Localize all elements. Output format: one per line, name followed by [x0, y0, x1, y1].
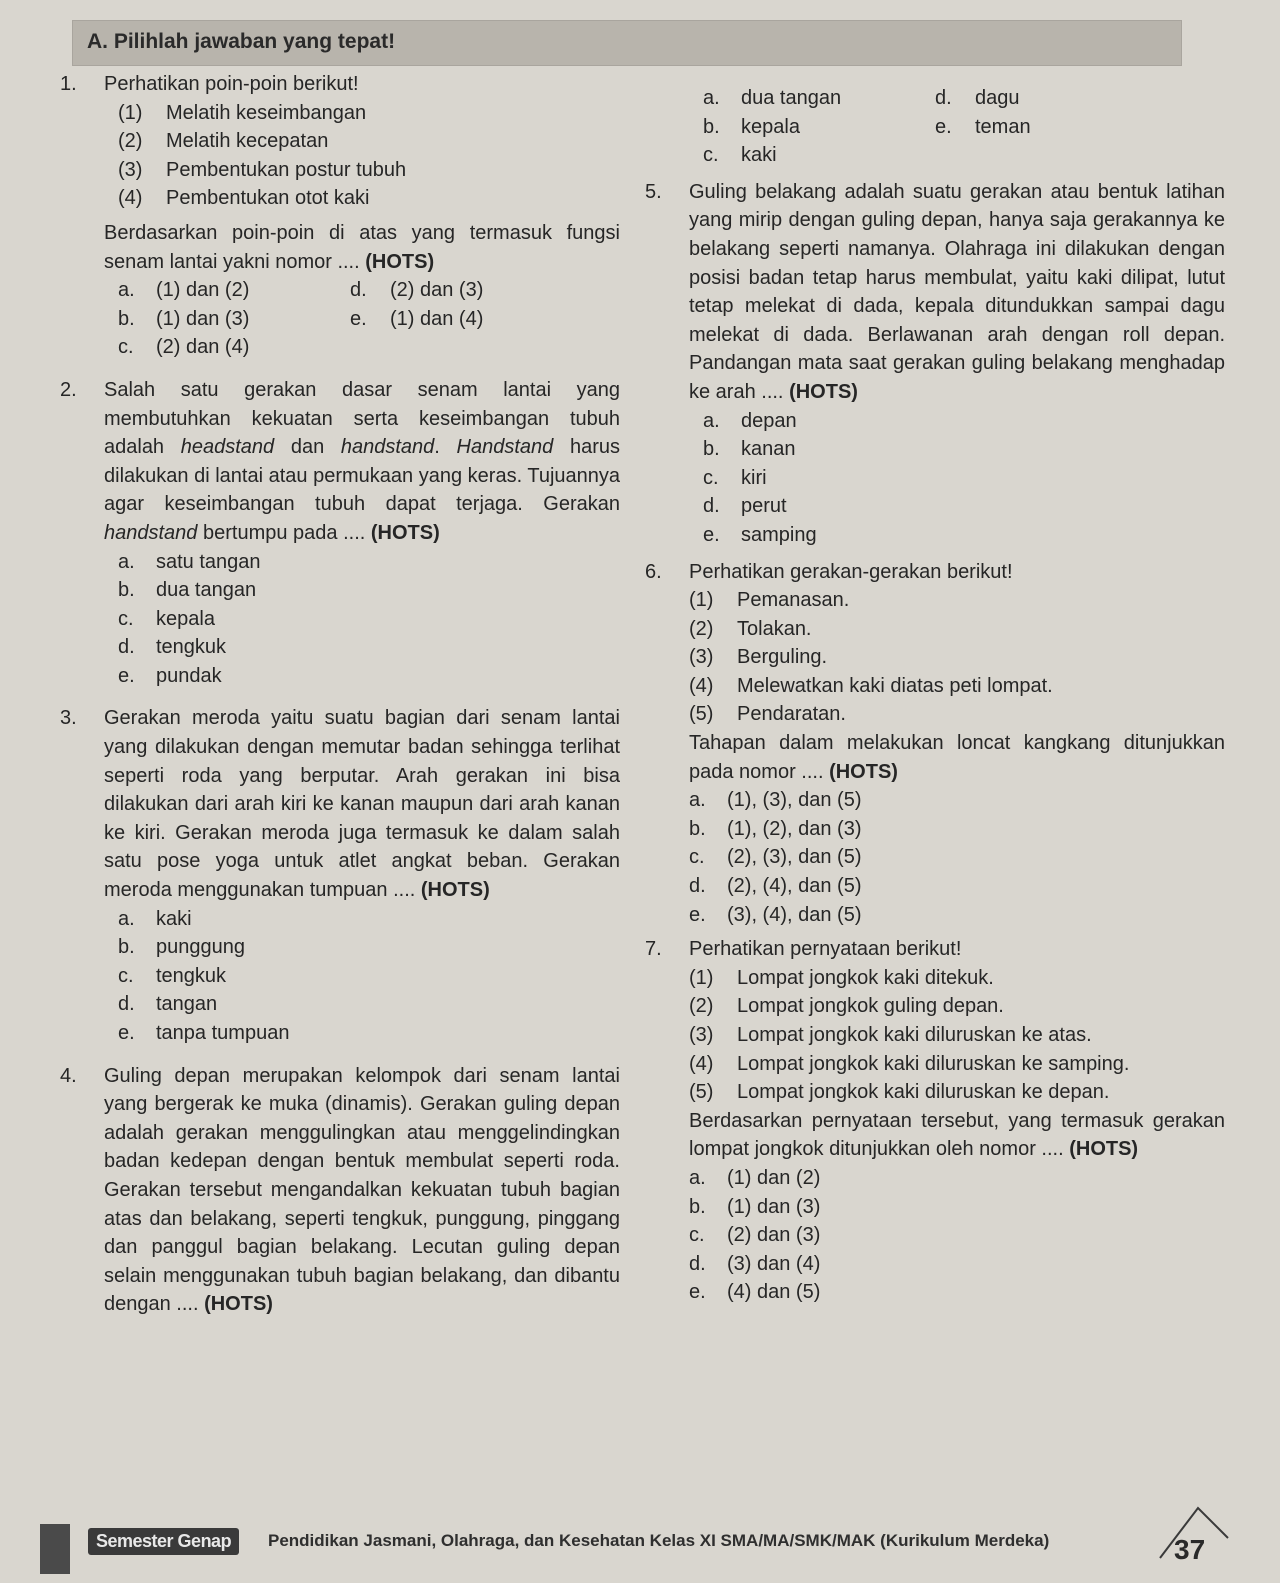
- option-row: [60, 605, 620, 634]
- option-row: [60, 662, 620, 691]
- option-text: kepala: [741, 115, 800, 138]
- option-letter: b.: [118, 936, 135, 959]
- question-2: [60, 376, 620, 691]
- option-row: [645, 435, 1225, 464]
- item-number: (4): [689, 1052, 714, 1075]
- item-text: Melatih kecepatan: [166, 130, 329, 153]
- option-letter: a.: [689, 1166, 706, 1189]
- option-letter: a.: [703, 87, 720, 109]
- left-column: [60, 70, 620, 1319]
- prompt-text: Berdasarkan pernyataan tersebut, yang termasuk gerakan lompat jongkok ditunjukkan oleh nomor ....: [689, 1109, 1225, 1161]
- list-item: [645, 1050, 1225, 1079]
- item-text: Tolakan.: [737, 617, 812, 640]
- question-stem: [689, 178, 1225, 407]
- item-text: Lompat jongkok kaki diluruskan ke samping.: [737, 1052, 1130, 1075]
- option-text: pundak: [156, 664, 222, 687]
- option-row: [60, 933, 620, 962]
- book-subject: Pendidikan Jasmani, Olahraga, dan Kesehatan Kelas XI SMA/MA/SMK/MAK (Kurikulum Merdeka): [268, 1531, 1050, 1550]
- option-text: tengkuk: [156, 636, 227, 659]
- option-text: (3), (4), dan (5): [727, 903, 862, 926]
- item-text: Lompat jongkok guling depan.: [737, 995, 1004, 1018]
- option-letter: e.: [350, 307, 367, 330]
- question-number: 6.: [645, 560, 662, 583]
- stem-part: Guling belakang adalah suatu gerakan atau bentuk latihan yang mirip dengan guling depan, hanya saja gerakannya ke belakang seperti namanya. Olahraga ini dilakukan dengan posisi badan tetap harus membulat, yaitu kaki dilipat, lutut tetap melekat di dada, kepala ditundukkan sampai dagu melekat di dada. Berlawanan arah dengan roll depan. Pandangan mata saat gerakan guling belakang menghadap ke arah ....: [689, 180, 1225, 403]
- page-number-badge: [1150, 1498, 1230, 1578]
- question-1: [60, 70, 620, 362]
- question-prompt: [645, 1107, 1225, 1164]
- option-letter: d.: [118, 636, 135, 659]
- item-text: Lompat jongkok kaki ditekuk.: [737, 966, 994, 989]
- list-item: [60, 184, 620, 213]
- option-letter: c.: [703, 144, 719, 167]
- list-item: [60, 156, 620, 185]
- stem-part: Guling depan merupakan kelompok dari senam lantai yang bergerak ke muka (dinamis). Gerakan guling depan adalah gerakan menggulingkan atau menggelindingkan badan kedepan dengan bentuk membulat seperti roda. Gerakan tersebut mengandalkan kekuatan tubuh bagian atas dan belakang, seperti tengkuk, punggung, pinggang dan panggul bagian belakang. Lecutan guling depan selain menggunakan tubuh bagian belakang, dan dibantu dengan ....: [104, 1064, 620, 1316]
- option-letter: a.: [118, 279, 135, 302]
- option-row: [645, 1278, 1225, 1307]
- semester-badge: Semester Genap: [88, 1528, 239, 1555]
- page-footer: [0, 1490, 1280, 1583]
- list-item: [645, 615, 1225, 644]
- option-letter: d.: [935, 87, 952, 109]
- question-4-options: [645, 84, 1225, 170]
- option-row: [645, 843, 1225, 872]
- question-7: [645, 935, 1225, 1307]
- option-text: dagu: [975, 87, 1020, 109]
- option-letter: a.: [703, 409, 720, 432]
- option-letter: a.: [118, 907, 135, 930]
- option-text: kaki: [741, 144, 777, 167]
- option-row: [645, 464, 1225, 493]
- option-text: punggung: [156, 936, 245, 959]
- stem-part: Salah satu gerakan dasar senam lantai yang membutuhkan kekuatan serta keseimbangan tubuh adalah: [104, 378, 620, 459]
- item-number: (5): [689, 703, 714, 726]
- item-text: Pemanasan.: [737, 589, 850, 612]
- option-letter: d.: [689, 875, 706, 898]
- list-item: [645, 643, 1225, 672]
- option-row: [645, 786, 1225, 815]
- option-row: [645, 1164, 1225, 1193]
- stem-italic: Handstand: [456, 436, 554, 459]
- item-text: Melatih keseimbangan: [166, 101, 367, 124]
- question-prompt: [645, 729, 1225, 786]
- option-row: [60, 990, 620, 1019]
- question-stem: Perhatikan poin-poin berikut!: [104, 73, 359, 95]
- question-stem: [104, 376, 620, 548]
- hots-label: (HOTS): [829, 760, 898, 783]
- option-text: (1) dan (4): [390, 307, 484, 330]
- option-letter: a.: [689, 789, 706, 812]
- list-item: [645, 992, 1225, 1021]
- question-number: 2.: [60, 378, 77, 401]
- list-item: [645, 1078, 1225, 1107]
- stem-part: Gerakan meroda yaitu suatu bagian dari senam lantai yang dilakukan dengan memutar badan sehingga terlihat seperti roda yang berputar. Arah gerakan ini bisa dilakukan dari arah kiri ke kanan maupun dari arah kanan ke kiri. Gerakan meroda juga termasuk ke dalam salah satu pose yoga untuk atlet angkat beban. Gerakan meroda menggunakan tumpuan ....: [104, 707, 620, 902]
- item-text: Melewatkan kaki diatas peti lompat.: [737, 674, 1053, 697]
- option-text: (3) dan (4): [727, 1252, 821, 1275]
- item-number: (3): [118, 158, 143, 181]
- stem-part: bertumpu pada ....: [197, 521, 371, 544]
- question-number: 4.: [60, 1064, 77, 1087]
- option-row: [645, 84, 1225, 113]
- option-letter: a.: [118, 550, 135, 573]
- prompt-text: Berdasarkan poin-poin di atas yang termasuk fungsi senam lantai yakni nomor ....: [104, 221, 620, 273]
- option-letter: d.: [689, 1252, 706, 1275]
- option-letter: e.: [689, 1281, 706, 1304]
- option-text: (1), (2), dan (3): [727, 817, 862, 840]
- stem-part: dan: [274, 436, 341, 459]
- option-text: (2), (3), dan (5): [727, 846, 862, 869]
- question-number: 3.: [60, 707, 77, 730]
- option-letter: b.: [118, 579, 135, 602]
- item-number: (1): [689, 589, 714, 612]
- option-letter: e.: [118, 664, 135, 687]
- list-item: [645, 672, 1225, 701]
- hots-label: (HOTS): [789, 380, 858, 403]
- option-row: [645, 141, 1225, 170]
- option-text: teman: [975, 115, 1031, 138]
- option-row: [645, 815, 1225, 844]
- stem-italic: handstand: [340, 436, 435, 459]
- item-number: (3): [689, 1024, 714, 1046]
- option-text: (1) dan (3): [727, 1195, 821, 1218]
- option-text: tanpa tumpuan: [156, 1022, 290, 1044]
- list-item: [60, 99, 620, 128]
- option-letter: b.: [118, 307, 135, 330]
- option-row: [60, 276, 620, 305]
- item-text: Pendaratan.: [737, 703, 846, 726]
- hots-label: (HOTS): [420, 879, 490, 902]
- item-number: (4): [118, 187, 143, 210]
- section-header: [72, 20, 1182, 66]
- list-item: [60, 127, 620, 156]
- question-number: 5.: [645, 180, 662, 203]
- question-number: 1.: [60, 73, 77, 95]
- question-stem: [104, 704, 620, 904]
- question-4: [60, 1062, 620, 1319]
- option-text: (2) dan (3): [727, 1224, 821, 1247]
- stem-part: harus dilakukan di lantai atau permukaan yang keras. Tujuannya agar keseimbangan tubuh dapat terjaga. Gerakan: [104, 436, 620, 516]
- option-text: depan: [741, 409, 797, 432]
- option-row: [645, 872, 1225, 901]
- option-letter: b.: [703, 115, 720, 138]
- option-letter: e.: [703, 523, 720, 546]
- item-number: (2): [689, 617, 714, 640]
- option-text: (2), (4), dan (5): [727, 875, 862, 898]
- stem-italic: headstand: [180, 436, 275, 459]
- option-text: (2) dan (4): [156, 336, 250, 359]
- option-text: dua tangan: [156, 579, 257, 602]
- stem-italic: handstand: [104, 521, 198, 544]
- option-row: [60, 333, 620, 362]
- item-number: (2): [689, 995, 714, 1018]
- option-letter: d.: [703, 495, 720, 518]
- option-letter: d.: [118, 993, 135, 1016]
- question-6: [645, 558, 1225, 930]
- option-row: [645, 492, 1225, 521]
- option-row: [60, 905, 620, 934]
- option-row: [60, 548, 620, 577]
- option-row: [645, 113, 1225, 142]
- prompt-text: Tahapan dalam melakukan loncat kangkang ditunjukkan pada nomor ....: [689, 732, 1225, 783]
- option-text: kanan: [741, 438, 796, 461]
- option-letter: c.: [118, 607, 134, 630]
- option-row: [645, 521, 1225, 550]
- option-text: (1) dan (2): [156, 279, 250, 302]
- option-text: samping: [741, 523, 817, 546]
- item-text: Pembentukan postur tubuh: [166, 158, 407, 181]
- option-text: (1), (3), dan (5): [727, 789, 862, 812]
- list-item: [645, 964, 1225, 993]
- list-item: [645, 586, 1225, 615]
- question-number: 7.: [645, 938, 662, 961]
- option-letter: e.: [689, 903, 706, 926]
- option-row: [60, 633, 620, 662]
- option-letter: c.: [703, 466, 719, 489]
- option-letter: b.: [689, 817, 706, 840]
- item-text: Lompat jongkok kaki diluruskan ke atas.: [737, 1024, 1092, 1046]
- question-stem: Perhatikan gerakan-gerakan berikut!: [689, 560, 1013, 583]
- question-prompt: [60, 219, 620, 276]
- option-letter: e.: [118, 1022, 135, 1044]
- question-3: [60, 704, 620, 1047]
- item-number: (4): [689, 674, 714, 697]
- option-letter: c.: [689, 846, 705, 869]
- item-text: Lompat jongkok kaki diluruskan ke depan.: [737, 1081, 1110, 1104]
- stem-part: .: [434, 436, 457, 459]
- item-text: Berguling.: [737, 646, 828, 669]
- option-letter: c.: [118, 336, 134, 359]
- option-letter: c.: [689, 1224, 705, 1247]
- list-item: [645, 1021, 1225, 1050]
- page-number: 37: [1174, 1534, 1206, 1565]
- option-text: (2) dan (3): [390, 279, 484, 302]
- list-item: [645, 700, 1225, 729]
- footer-bar-icon: [40, 1524, 70, 1574]
- option-text: kiri: [741, 466, 767, 489]
- option-text: (4) dan (5): [727, 1281, 821, 1304]
- option-row: [645, 407, 1225, 436]
- option-row: [60, 305, 620, 334]
- question-5: [645, 178, 1225, 550]
- item-number: (2): [118, 130, 143, 153]
- option-text: tangan: [156, 993, 218, 1016]
- option-row: [60, 1019, 620, 1048]
- question-stem: [104, 1062, 620, 1319]
- section-title: A. Pilihlah jawaban yang tepat!: [87, 30, 396, 53]
- option-text: (1) dan (3): [156, 307, 250, 330]
- option-letter: c.: [118, 964, 134, 987]
- item-number: (1): [689, 966, 714, 989]
- hots-label: (HOTS): [370, 521, 440, 544]
- option-row: [60, 576, 620, 605]
- option-letter: b.: [689, 1195, 706, 1218]
- option-row: [645, 901, 1225, 930]
- hots-label: (HOTS): [365, 250, 435, 273]
- option-row: [645, 1250, 1225, 1279]
- option-text: kaki: [156, 907, 192, 930]
- question-stem: Perhatikan pernyataan berikut!: [689, 938, 962, 961]
- option-row: [645, 1193, 1225, 1222]
- option-letter: e.: [935, 115, 952, 138]
- item-number: (1): [118, 101, 143, 124]
- hots-label: (HOTS): [1069, 1138, 1139, 1161]
- hots-label: (HOTS): [204, 1293, 273, 1316]
- option-text: (1) dan (2): [727, 1166, 821, 1189]
- option-text: tengkuk: [156, 964, 227, 987]
- option-text: perut: [741, 495, 787, 518]
- option-letter: b.: [703, 438, 720, 461]
- item-number: (3): [689, 646, 714, 669]
- item-text: Pembentukan otot kaki: [166, 187, 370, 210]
- option-letter: d.: [350, 279, 367, 302]
- right-column: [645, 70, 1225, 1307]
- option-row: [645, 1221, 1225, 1250]
- option-text: kepala: [156, 607, 215, 630]
- option-text: dua tangan: [741, 87, 842, 109]
- option-text: satu tangan: [156, 550, 261, 573]
- option-row: [60, 962, 620, 991]
- item-number: (5): [689, 1081, 714, 1104]
